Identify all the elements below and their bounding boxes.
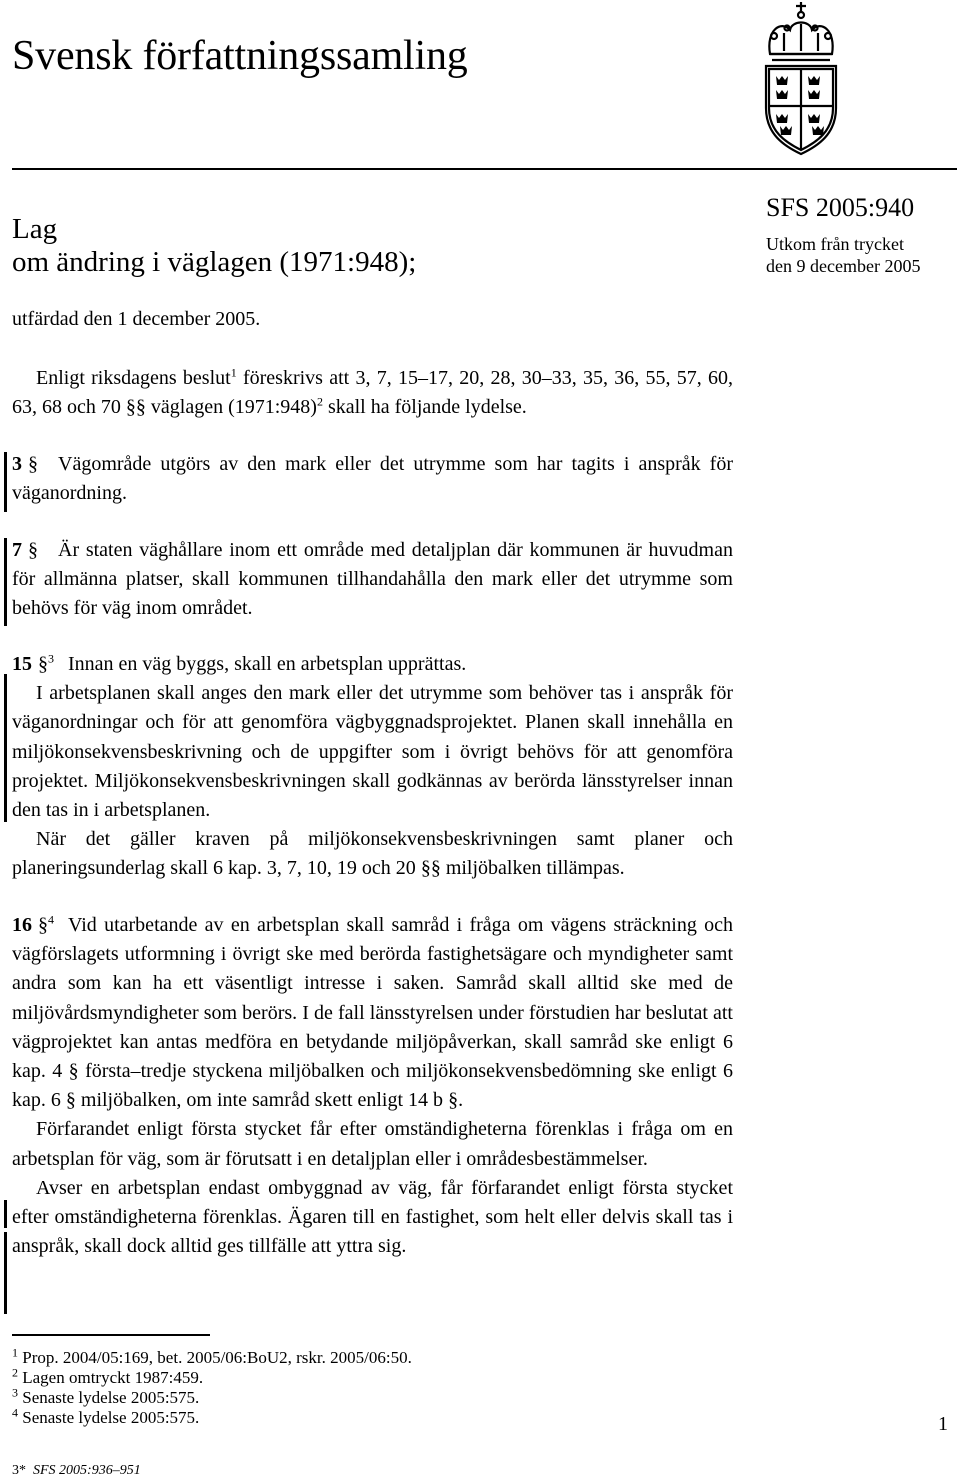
section-paragraph: I arbetsplanen skall anges den mark eller det utrymme som behöver tas i anspråk för väganordningar och för att genomföra vägbyggnadsprojektet. Planen skall innehålla en miljökonsekvensbeskrivning och de uppgifter som i övrigt behövs för att genomföra projektet. Miljökonsekvensbeskrivningen skall godkännas av berörda länsstyrelser innan den tas in i arbetsplanen.	[12, 682, 733, 822]
section-sign: §	[28, 453, 38, 475]
section-text: miljöbalken tillämpas.	[440, 857, 625, 880]
section-text: Vid utarbetande av en arbetsplan skall samråd i fråga om vägens sträckning och vägförslagets utformning i övrigt ske med berörda fastighetsägare och myndigheter samt andra som kan ha ett väsentligt intresse i saken. Samråd skall alltid ske med de miljövårdsmyndigheter som berörs. I de fall länsstyrelsen under förstudien har beslutat att vägprojektet kan antas medföra en betydande miljöpåverkan, skall samråd ske enligt 6 kap. 4	[12, 914, 733, 1083]
footnote-ref-2[interactable]: 2	[316, 394, 323, 409]
publication-date-line-2: den 9 december 2005	[766, 256, 921, 276]
intro-text-2: föreskrivs att 3, 7, 15–17, 20, 28, 30–33, 35, 36, 55, 57, 60, 63, 68 och 70	[12, 367, 733, 419]
section-text: Är staten väghållare inom ett område med detaljplan där kommunen är huvudman för allmänna platser, skall kommunen tillhandahålla den mark eller det utrymme som behövs för väg inom området.	[12, 539, 733, 620]
section-7	[12, 536, 733, 624]
section-sign: §	[38, 914, 48, 936]
intro-text-3: väglagen (1971:948)	[145, 396, 317, 419]
section-sign: §	[65, 1089, 76, 1112]
section-sign: §	[68, 1060, 79, 1083]
change-bar-s16b	[4, 1232, 7, 1314]
footnote-number: 3	[12, 1385, 18, 1400]
change-bar-s15	[4, 674, 7, 822]
section-number: 7	[12, 539, 22, 561]
footnote-text: Lagen omtryckt 1987:459.	[18, 1368, 204, 1387]
publication-date-line-1: Utkom från trycket	[766, 234, 904, 254]
sfs-number: SFS 2005:940	[766, 193, 915, 222]
footnote-ref-1[interactable]: 1	[230, 365, 237, 380]
section-paragraph: Avser en arbetsplan endast ombyggnad av väg, får förfarandet enligt första stycket efter omständigheterna förenklas. Ägaren till en fastighet, som helt eller delvis skall tas i anspråk, skall dock alltid ges tillfälle att yttra sig.	[12, 1176, 733, 1258]
change-bar-s16a	[4, 1200, 7, 1228]
law-title	[12, 213, 416, 279]
footnote-1	[12, 1345, 412, 1368]
footer-mark: 3*	[12, 1463, 26, 1478]
section-16	[12, 911, 733, 1261]
double-section-sign: §§	[420, 857, 441, 880]
section-15	[12, 650, 733, 884]
section-text: första–tredje styckena miljöbalken och miljökonsekvensbedömning ske enligt 6 kap. 6	[12, 1060, 733, 1112]
change-bar-s7	[4, 538, 7, 626]
section-sign: §	[448, 1089, 459, 1112]
page-number: 1	[938, 1413, 948, 1435]
publication-title: Svensk författningssamling	[12, 33, 468, 79]
section-sign: §	[28, 539, 38, 561]
law-title-line-2: om ändring i väglagen (1971:948);	[12, 246, 417, 278]
footnote-ref-4[interactable]: 4	[48, 912, 54, 927]
swedish-coat-of-arms-icon	[756, 0, 846, 158]
section-text: miljöbalken, om inte samråd skett enligt 14 b	[75, 1089, 449, 1112]
section-text: När det gäller kraven på miljökonsekvensbeskrivningen samt planer och planeringsunderlag skall 6 kap. 3, 7, 10, 19 och 20	[12, 828, 733, 880]
section-number: 15	[12, 653, 32, 675]
footnote-rule	[12, 1334, 210, 1336]
footnote-number: 4	[12, 1405, 18, 1420]
header-rule	[12, 168, 957, 170]
double-section-sign: §§	[125, 396, 146, 419]
footnote-4	[12, 1405, 412, 1428]
footnote-number: 2	[12, 1365, 18, 1380]
footnote-text: Senaste lydelse 2005:575.	[18, 1388, 200, 1407]
section-number: 3	[12, 453, 22, 475]
intro-text-1: Enligt riksdagens beslut	[36, 367, 231, 389]
footnote-number: 1	[12, 1345, 18, 1360]
footnote-ref-3[interactable]: 3	[48, 651, 54, 666]
footnote-text: Senaste lydelse 2005:575.	[18, 1408, 200, 1427]
section-text: .	[458, 1089, 464, 1112]
section-text: Vägområde utgörs av den mark eller det utrymme som har tagits i anspråk för väganordning.	[12, 453, 733, 505]
intro-paragraph	[12, 364, 733, 422]
footer	[12, 1462, 141, 1480]
footnote-text: Prop. 2004/05:169, bet. 2005/06:BoU2, rskr. 2005/06:50.	[18, 1348, 412, 1367]
section-sign: §	[38, 653, 48, 675]
section-number: 16	[12, 914, 32, 936]
change-bar-s3	[4, 452, 7, 512]
footnote-3	[12, 1385, 412, 1408]
footnotes	[12, 1345, 412, 1428]
intro-text-4: skall ha följande lydelse.	[322, 396, 527, 419]
issued-date: utfärdad den 1 december 2005.	[12, 308, 261, 330]
publication-date	[766, 233, 920, 277]
footnote-2	[12, 1365, 412, 1388]
section-paragraph: Förfarandet enligt första stycket får efter omständigheterna förenklas i fråga om en arbetsplan för väg, som är förutsatt i en detaljplan eller i områdesbestämmelser.	[12, 1118, 733, 1170]
footer-ref: SFS 2005:936–951	[33, 1463, 141, 1478]
section-text: Innan en väg byggs, skall en arbetsplan upprättas.	[68, 653, 467, 675]
section-3	[12, 450, 733, 508]
law-title-line-1: Lag	[12, 213, 58, 245]
